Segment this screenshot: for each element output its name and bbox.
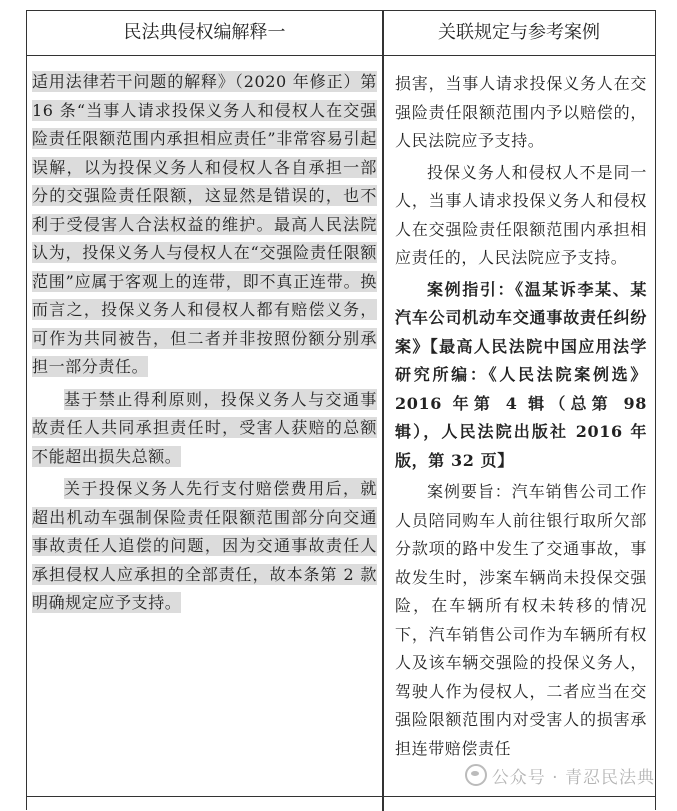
column-divider xyxy=(382,11,384,811)
right-paragraph-1: 损害，当事人请求投保义务人在交强险责任限额范围内予以赔偿的，人民法院应予支持。 xyxy=(395,74,647,150)
highlighted-text: 基于禁止得利原则，投保义务人与交通事故责任人共同承担责任时，受害人获赔的总额不能超出损失总额。 xyxy=(32,389,377,466)
left-paragraph-1 xyxy=(32,56,377,382)
left-column xyxy=(32,56,377,618)
case-summary: 案例要旨：汽车销售公司工作人员陪同购车人前往银行取所欠部分款项的路中发生了交通事故，事故发生时，涉案车辆尚未投保交强险，在车辆所有权未转移的情况下，汽车销售公司作为车辆所有权人及该车辆交强险的投保义务人，驾驶人作为侵权人，二者应当在交强险限额范围内对受害人的损害承担连带赔偿责任 xyxy=(395,482,647,758)
comparison-table xyxy=(26,10,656,810)
right-paragraph-2: 投保义务人和侵权人不是同一人，当事人请求投保义务人和侵权人在交强险责任限额范围内承担相应责任的，人民法院应予支持。 xyxy=(395,162,647,267)
highlighted-text: 关于投保义务人先行支付赔偿费用后，就超出机动车强制保险责任限额范围部分向交通事故责任人追偿的问题，因为交通事故责任人承担侵权人应承担的全部责任，故本条第 2 款明确规定应予支持。 xyxy=(32,479,377,612)
case-guidance: 案例指引：《温某诉李某、某汽车公司机动车交通事故责任纠纷案》【最高人民法院中国应用法学研究所编：《人民法院案例选》2016 年第 4 辑（总第 98 辑），人民法院出版社 2016 年版，第 32 页】 xyxy=(395,279,647,470)
highlighted-text: 适用法律若干问题的解释》（2020 年修正）第 16 条“当事人请求投保义务人和侵权人在交强险责任限额范围内承担相应责任”非常容易引起误解，以为投保义务人和侵权人各自承担一部分的交强险责任限额，这显然是错误的，也不利于受侵害人合法权益的维护。最高人民法院认为，投保义务人与侵权人在“交强险责任限额范围”应属于客观上的连带，即不真正连带。换而言之，投保义务人和侵权人都有赔偿义务，可作为共同被告，但二者并非按照份额分别承担一部分责任。 xyxy=(32,72,377,376)
table-bottom-border xyxy=(26,796,656,797)
left-column-header: 民法典侵权编解释一 xyxy=(123,22,286,43)
left-paragraph-3 xyxy=(32,471,377,618)
watermark-text: 公众号 · 青忍民法典 xyxy=(491,768,655,788)
right-column-header: 关联规定与参考案例 xyxy=(438,22,600,43)
left-paragraph-2 xyxy=(32,382,377,472)
right-column xyxy=(395,56,647,763)
table-header-row xyxy=(27,11,655,56)
